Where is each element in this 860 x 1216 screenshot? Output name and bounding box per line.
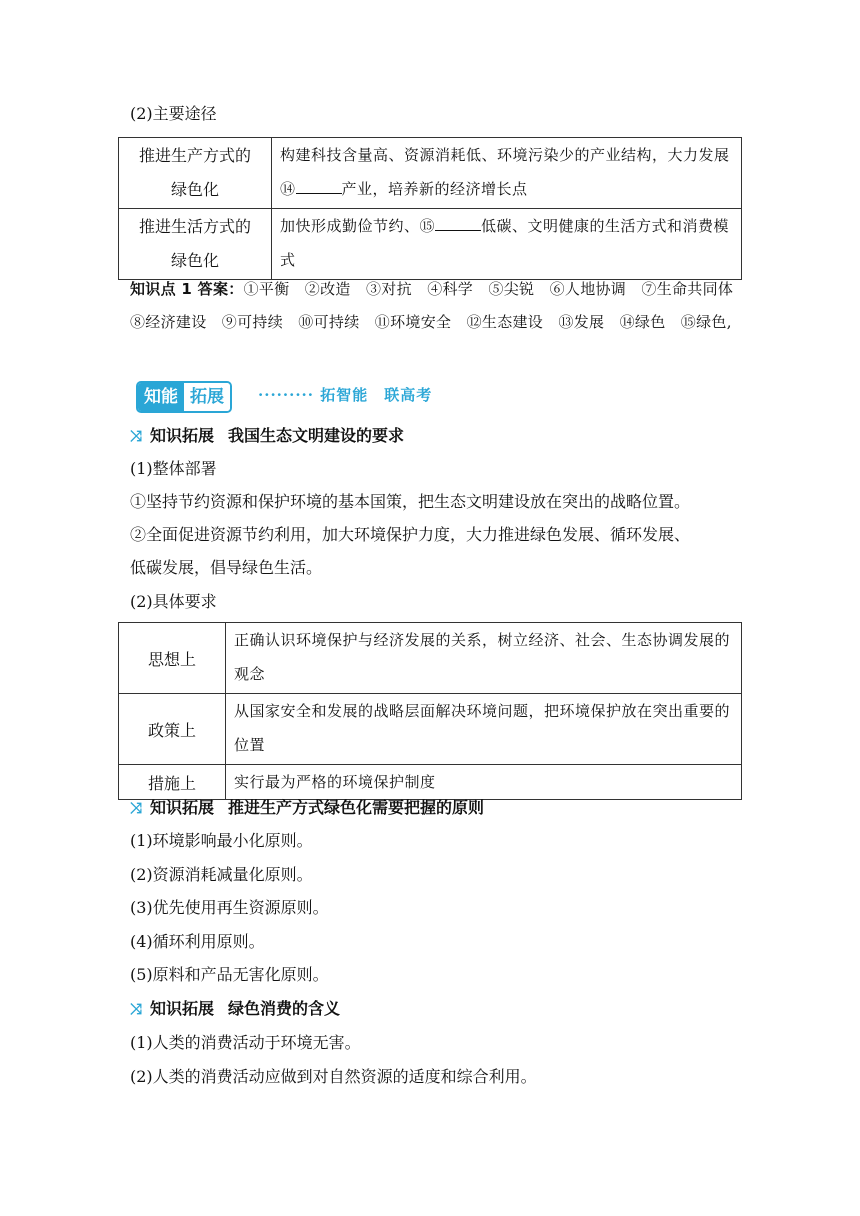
badge-subtitle: ········· 拓智能 联高考 [258,386,433,404]
extension-heading [130,998,340,1020]
table-row [119,623,742,694]
shuffle-icon: ⤨ [130,427,143,445]
extension-title: 我国生态文明建设的要求 [228,426,405,445]
list-item: (5)原料和产品无害化原则。 [130,965,329,984]
paragraph-line: (2)具体要求 [130,592,217,611]
row-header-line: 绿色化 [170,251,219,270]
cell-text: 构建科技含量高、资源消耗低、环境污染少的产业结构，大力发展⑭ [280,146,730,198]
row-content: 从国家安全和发展的战略层面解决环境问题，把环境保护放在突出重要的位置 [226,694,742,765]
cell-text: 加快形成勤俭节约、⑮ [280,217,436,235]
extension-label: 知识拓展 [150,798,215,817]
paragraph-line: 低碳发展，倡导绿色生活。 [130,558,323,577]
fill-blank [296,179,342,194]
extension-title: 推进生产方式绿色化需要把握的原则 [228,798,485,817]
row-content [272,138,742,209]
shuffle-icon: ⤨ [130,1000,143,1018]
extension-label: 知识拓展 [150,426,215,445]
table-row [119,694,742,765]
extension-heading [130,797,484,819]
paths-table [118,137,742,280]
row-header: 政策上 [119,694,226,765]
section-badge [136,381,232,413]
extension-label: 知识拓展 [150,999,215,1018]
row-content: 正确认识环境保护与经济发展的关系，树立经济、社会、生态协调发展的观念 [226,623,742,694]
row-header-line: 推进生产方式的 [138,146,251,165]
row-header: 措施上 [119,765,226,800]
table-row [119,138,742,209]
paragraph-line: (1)整体部署 [130,459,217,478]
fill-blank [435,216,481,231]
requirements-table [118,622,742,800]
extension-title: 绿色消费的含义 [228,999,341,1018]
row-header: 思想上 [119,623,226,694]
list-item: (2)资源消耗减量化原则。 [130,865,313,884]
row-content [272,209,742,280]
badge-left: 知能 [138,383,184,411]
list-item: (3)优先使用再生资源原则。 [130,898,329,917]
list-item: (4)循环利用原则。 [130,932,265,951]
extension-heading [130,425,404,447]
paragraph-line: ②全面促进资源节约利用，加大环境保护力度，大力推进绿色发展、循环发展、 [130,525,691,544]
answer-label: 知识点 1 答案： [130,280,244,298]
list-item: (1)人类的消费活动于环境无害。 [130,1033,361,1052]
section-heading: (2)主要途径 [130,104,217,123]
answer-text: ①平衡 ②改造 ③对抗 ④科学 ⑤尖锐 ⑥人地协调 ⑦生命共同体 ⑧经济建设 ⑨可持续 ⑩可持续 ⑪环境安全 ⑫生态建设 ⑬发展 ⑭绿色 ⑮绿色, [130,280,749,331]
paragraph-line: ①坚持节约资源和保护环境的基本国策，把生态文明建设放在突出的战略位置。 [130,492,691,511]
table-row [119,765,742,800]
shuffle-icon: ⤨ [130,799,143,817]
row-header [119,209,272,280]
row-header [119,138,272,209]
table-row [119,209,742,280]
row-header-line: 推进生活方式的 [138,217,251,236]
list-item: (2)人类的消费活动应做到对自然资源的适度和综合利用。 [130,1067,537,1086]
row-header-line: 绿色化 [170,180,219,199]
badge-right: 拓展 [184,383,230,411]
answer-block [130,273,749,339]
row-content: 实行最为严格的环境保护制度 [226,765,742,800]
cell-text: 产业，培养新的经济增长点 [341,180,528,198]
cell-text: 低碳、文明健康的生活方式和消费模式 [280,217,730,269]
list-item: (1)环境影响最小化原则。 [130,831,313,850]
